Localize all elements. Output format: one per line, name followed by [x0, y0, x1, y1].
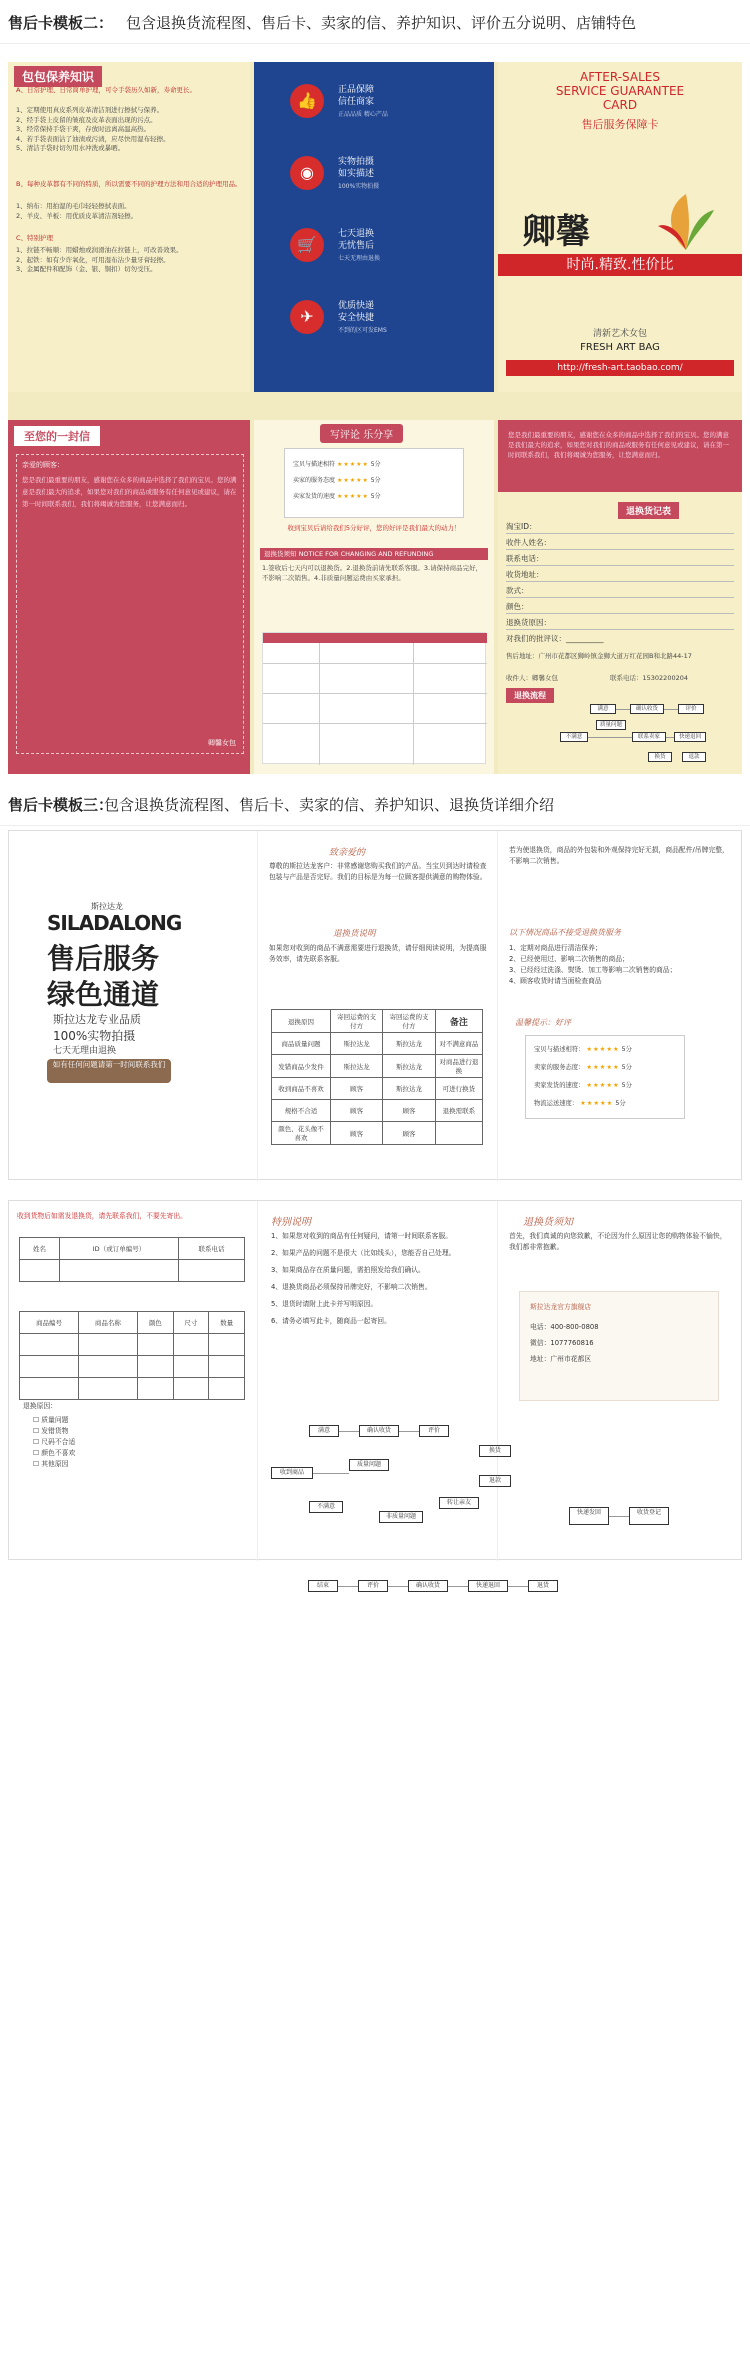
table-header-cell: 尺寸: [173, 1312, 209, 1334]
table-cell: [178, 1260, 244, 1282]
table-divider: [263, 723, 487, 724]
letter-panel: [8, 420, 250, 774]
table-cell: [137, 1378, 173, 1400]
table-cell: [20, 1356, 79, 1378]
care-title: 包包保养知识: [14, 66, 102, 87]
flow-node: 转让亲友: [439, 1497, 479, 1509]
form-address: 售后地址：广州市花都区狮岭镇金狮大道万红花园B和北路44-17: [506, 652, 692, 660]
flow-arrow: [399, 1431, 419, 1432]
rating-row: 宝贝与描述相符： ★★★★★ 5分: [534, 1046, 632, 1053]
stars-icon: ★★★★★: [586, 1064, 620, 1071]
letter-body: 您是我们最重要的朋友，感谢您在众多的商品中选择了我们的宝贝。您的满意是我们最大的追求，如果您对我们的商品或服务有任何意见或建议，请在第一时间联系我们，我们将竭诚为您服务，让您满意而归。: [22, 476, 237, 508]
brand-en-title: [498, 70, 742, 112]
table-row[interactable]: [20, 1334, 245, 1356]
form-title: 退换货记表: [618, 502, 679, 519]
rating-box: [525, 1035, 685, 1119]
right-item: 2、已经使用过、影响二次销售的商品；: [509, 955, 629, 963]
exch-title: 退换货须知: [523, 1217, 573, 1228]
review-panel: [254, 420, 494, 774]
good-title: 以下情况商品不接受退换货服务: [509, 928, 621, 937]
table-header-cell: 寄回运费的支付方: [383, 1010, 435, 1033]
siladalong-block: [47, 901, 182, 1101]
form-field-style[interactable]: 款式：: [506, 584, 734, 598]
stars-icon: ★★★★★: [586, 1046, 620, 1053]
flow-node: 快递退回: [674, 732, 706, 742]
reason-option[interactable]: ☐ 质量问题: [33, 1416, 69, 1424]
flow-node: 评价: [419, 1425, 449, 1437]
flow-node: 结束: [308, 1580, 338, 1592]
table-cell: [209, 1334, 245, 1356]
service3-title: 七天退换: [338, 229, 375, 239]
right-item: 1、定期对商品进行清洁保养；: [509, 944, 602, 952]
template3-top: [8, 830, 742, 1180]
letter-greeting: 亲爱的顾客：: [22, 461, 64, 469]
exch-body: 首先，我们真诚的向您致歉，不论因为什么原因让您的购物体验不愉快，我们都非常抱歉。: [509, 1232, 727, 1251]
note-item: 4、退换货商品必须保持吊牌完好，不影响二次销售。: [271, 1283, 432, 1291]
reason-option[interactable]: ☐ 颜色不喜欢: [33, 1449, 76, 1457]
service2-sub: 如实描述: [338, 169, 375, 179]
camera-icon: ◉: [290, 156, 324, 190]
table-cell: [78, 1356, 137, 1378]
table-cell: 发错商品少发件: [272, 1055, 331, 1078]
flow-arrow: [664, 709, 678, 710]
reason-option[interactable]: ☐ 其他原因: [33, 1460, 69, 1468]
service4-title: 优质快递: [338, 301, 375, 311]
table-header-cell: 数量: [209, 1312, 245, 1334]
tmpl3-main1: 售后服务: [47, 942, 160, 975]
service2-desc: 100%实物拍摄: [338, 183, 380, 190]
form-field-feedback[interactable]: 对我们的批评议：__________: [506, 634, 604, 643]
review-note: 收到宝贝后请给我们5分好评，您的好评是我们最大的动力！: [287, 524, 461, 532]
contact-card: [519, 1291, 719, 1401]
table-cell: 颜色、花头像不喜欢: [272, 1122, 331, 1145]
table-header-cell: 颜色: [137, 1312, 173, 1334]
leaf-logo-icon: [656, 192, 716, 252]
right-intro: 若为使退换货，商品的外包装和外观保持完好无损，商品配件/吊牌完整，不影响二次销售。: [509, 846, 729, 865]
tmpl3-sub1: 斯拉达龙专业品质: [53, 1013, 141, 1026]
panel-divider: [497, 831, 498, 1181]
flow-node: 退款: [682, 752, 706, 762]
review-ship-row: 卖家发货的速度 ★★★★★ 5分: [293, 493, 381, 500]
customer-info-table: [19, 1237, 245, 1282]
brand-en3: CARD: [602, 98, 638, 112]
table-divider: [413, 643, 414, 765]
form-field-address[interactable]: 收货地址：: [506, 568, 734, 582]
service1-desc: 正品品质 精心产品: [338, 111, 388, 118]
flow-node: 满意: [309, 1425, 339, 1437]
card-template2: [8, 62, 742, 774]
table-header-row: [20, 1312, 245, 1334]
table-row: [272, 1055, 483, 1078]
form-phone: 联系电话：15302200204: [610, 674, 688, 682]
care-c-list: [16, 246, 244, 275]
table-cell: [78, 1334, 137, 1356]
notice-body: 1.签收后七天内可以退换货。2.退换货前请先联系客服。3.请保持商品完好，不影响二次销售。4.非质量问题运费由买家承担。: [262, 564, 483, 582]
template3-desc: 包含退换货流程图、售后卡、卖家的信、养护知识、退换货详细介绍: [104, 796, 555, 814]
table-cell: 可进行换货: [435, 1078, 482, 1100]
table-row[interactable]: [20, 1356, 245, 1378]
table-cell: 斯拉达龙: [383, 1078, 435, 1100]
table-divider: [319, 643, 320, 765]
flow-node: 不满意: [309, 1501, 343, 1513]
table-row[interactable]: [20, 1260, 245, 1282]
review-service-row: 卖家的服务态度 ★★★★★ 5分: [293, 477, 381, 484]
reason-option[interactable]: ☐ 尺码不合适: [33, 1438, 76, 1446]
flow-node: 评价: [678, 704, 704, 714]
policy-title: 退换货说明: [333, 929, 376, 939]
rating-row: 物流运送速度： ★★★★★ 5分: [534, 1100, 626, 1107]
bottom-flow-row: [8, 1570, 742, 1650]
table-row[interactable]: [20, 1378, 245, 1400]
table-cell: 商品质量问题: [272, 1033, 331, 1055]
table-row: [20, 1238, 245, 1260]
note-item: 1、如果您对收到的商品有任何疑问，请第一时间联系客服。: [271, 1232, 453, 1240]
table-cell: [209, 1378, 245, 1400]
service4-sub: 安全快捷: [338, 313, 375, 323]
brand-tag: 清新艺术女包: [592, 329, 647, 339]
cart-icon: 🛒: [290, 228, 324, 262]
care-a-list: [16, 106, 244, 154]
template3-bottom: [8, 1200, 742, 1560]
flow-node: 质量问题: [596, 720, 626, 730]
stars-icon: ★★★★★: [336, 461, 369, 468]
table-cell: 顾客: [330, 1122, 382, 1145]
policy-body: 如果您对收到的商品不满意需要进行退换货，请仔细阅读说明，为提高服务效率，请先联系客服。: [269, 944, 487, 963]
care-a-item: 1、定期使用真皮系列皮革清洁剂进行擦拭与保养。: [16, 106, 164, 114]
brand-slogan: 时尚.精致.性价比: [498, 254, 742, 276]
tmpl3-sub2: 100%实物拍摄: [53, 1029, 136, 1043]
template2-desc: 包含退换货流程图、售后卡、卖家的信、养护知识、评价五分说明、店铺特色: [126, 14, 637, 32]
table-header-row: [272, 1010, 483, 1033]
table-cell: 斯拉达龙: [383, 1033, 435, 1055]
table-cell: [209, 1356, 245, 1378]
form-recipient: 收件人：卿馨女包: [506, 674, 558, 682]
siladalong-logo: SILADALONG: [47, 911, 182, 935]
stars-icon: ★★★★★: [580, 1100, 614, 1107]
table-cell: [78, 1378, 137, 1400]
table-header-cell: 备注: [435, 1010, 482, 1033]
table-row: [272, 1033, 483, 1055]
table-cell: [60, 1260, 179, 1282]
table-cell: [173, 1378, 209, 1400]
flow-node: 质量问题: [349, 1459, 389, 1471]
table-row: [272, 1078, 483, 1100]
thumbs-up-icon: 👍: [290, 84, 324, 118]
form-panel: [498, 420, 742, 774]
brand-panel: [498, 62, 742, 392]
brand-cn-small: 斯拉达龙: [91, 902, 123, 911]
service1-sub: 信任商家: [338, 97, 375, 107]
airplane-icon: ✈: [290, 300, 324, 334]
brand-cn-title: 售后服务保障卡: [581, 118, 659, 131]
reason-list: [33, 1415, 75, 1470]
table-cell: 联系电话: [178, 1238, 244, 1260]
table-cell: [137, 1356, 173, 1378]
brand-en1: AFTER-SALES: [580, 70, 660, 84]
flow-node: 确认收货: [359, 1425, 399, 1437]
flow-node: 收到商品: [271, 1467, 313, 1479]
right-item: 4、顾客收货时请当面检查商品: [509, 977, 602, 985]
table-cell: [20, 1334, 79, 1356]
care-sec-a: A、日常护理、日常简单护理，可令手袋历久如新，寿命更长。: [16, 86, 196, 94]
stars-icon: ★★★★★: [336, 477, 369, 484]
table-divider: [263, 693, 487, 694]
table-header-cell: 商品名称: [78, 1312, 137, 1334]
template2-header: [0, 0, 750, 44]
table-cell: 对商品进行退换: [435, 1055, 482, 1078]
table-cell: [435, 1122, 482, 1145]
refund-table-header: [263, 633, 487, 643]
flow-node: 退款: [479, 1475, 511, 1487]
table-cell: 顾客: [330, 1078, 382, 1100]
form-field-color[interactable]: 颜色：: [506, 600, 734, 614]
note-item: 3、如果商品存在质量问题，需拍照发给我们确认。: [271, 1266, 425, 1274]
table-cell: 斯拉达龙: [330, 1055, 382, 1078]
table-cell: [137, 1334, 173, 1356]
table-cell: 对不满意商品: [435, 1033, 482, 1055]
letter-sign: 卿馨女包: [208, 739, 236, 747]
table-cell: 顾客: [383, 1100, 435, 1122]
service3-desc: 七天无理由退换: [338, 255, 381, 262]
flow-arrow: [388, 1586, 408, 1587]
services-panel: [254, 62, 494, 392]
review-title: 写评论 乐分享: [320, 424, 403, 443]
service4-desc: 不到的区可发EMS: [338, 327, 387, 334]
flow-arrow: [609, 1516, 629, 1517]
service2-title: 实物拍摄: [338, 157, 375, 167]
card-template3: [8, 830, 742, 2350]
note-item: 2、如果产品的问题不是很大（比如线头），您能否自己处理。: [271, 1249, 456, 1257]
flow-arrow: [508, 1586, 528, 1587]
refund-table-image: [262, 632, 486, 764]
table-cell: 顾客: [383, 1122, 435, 1145]
care-c-item: 1、拉链不畅顺：用蜡烛或润滑油在拉链上，可改善效果。: [16, 246, 183, 254]
flow-node: 非质量问题: [379, 1511, 423, 1523]
table-cell: [20, 1260, 60, 1282]
contact-line: 斯拉达龙官方旗舰店: [530, 1303, 592, 1311]
review-title-3: 温馨提示：好评: [515, 1018, 571, 1027]
table-cell: 斯拉达龙: [330, 1033, 382, 1055]
note-title: 特别说明: [271, 1217, 311, 1228]
service3-sub: 无忧售后: [338, 241, 375, 251]
form-field-reason[interactable]: 退换货原因：: [506, 616, 734, 630]
stars-icon: ★★★★★: [336, 493, 369, 500]
rating-row: 卖家发货的速度： ★★★★★ 5分: [534, 1082, 632, 1089]
stars-icon: ★★★★★: [586, 1082, 620, 1089]
contact-line: 微信：1077760816: [530, 1339, 594, 1347]
care-panel: [8, 62, 250, 392]
reason-option[interactable]: ☐ 发错货物: [33, 1427, 69, 1435]
review-screenshot: [284, 448, 464, 518]
table-cell: 退换需联系: [435, 1100, 482, 1122]
care-a-item: 3、经常保持手袋干爽，存放时远离高温高热。: [16, 125, 151, 133]
letter-title: 至您的一封信: [14, 426, 100, 446]
service1-title: 正品保障: [338, 85, 375, 95]
contact-line: 地址：广州市花都区: [530, 1355, 592, 1363]
form-intro: 您是我们最重要的朋友，感谢您在众多的商品中选择了我们的宝贝。您的满意是我们最大的追求，如果您对我们的商品或服务有任何意见或建议，请在第一时间联系我们，我们将竭诚为您服务，让您满意而归。: [508, 431, 729, 459]
review-desc-row: 宝贝与描述相符 ★★★★★ 5分: [293, 461, 381, 468]
contact-line: 电话：400-800-0808: [530, 1323, 599, 1331]
flow-node: 换货: [648, 752, 672, 762]
care-a-item: 4、若手袋表面沾了油渍或污渍，应尽快用湿布轻擦。: [16, 134, 170, 143]
care-sec-b: B、每种皮革都有不同的特质，所以需要不同的护理方法和用合适的护理用品。: [16, 180, 242, 188]
reason-title: 退换原因：: [23, 1402, 57, 1410]
brand-name: 卿馨: [522, 212, 590, 252]
flow-arrow: [588, 737, 632, 738]
care-a-item: 5、清洁手袋时切勿用水冲洗或暴晒。: [16, 144, 125, 152]
table-cell: 姓名: [20, 1238, 60, 1260]
refund-policy-table: [271, 1009, 483, 1145]
care-b-item: 2、羊皮、羊板：用优质皮革清洁剂轻擦。: [16, 211, 138, 220]
flow-node: 满意: [590, 704, 616, 714]
flow-arrow: [616, 709, 630, 710]
right-item: 3、已经经过洗涤、熨烫、加工等影响二次销售的商品；: [509, 966, 677, 974]
table-cell: ID（或订单编号）: [60, 1238, 179, 1260]
care-c-item: 3、金属配件和配饰（金、银、铜扣）切勿受压。: [16, 265, 157, 273]
table-cell: 收到商品不喜欢: [272, 1078, 331, 1100]
flow-arrow: [313, 1473, 349, 1474]
form-intro-3: 收到货物后如需发退换货，请先联系我们，不要先寄出。: [17, 1212, 187, 1220]
panel-divider: [497, 1201, 498, 1561]
template3-label: 售后卡模板三：: [8, 796, 114, 814]
rating-row: 卖家的服务态度： ★★★★★ 5分: [534, 1064, 632, 1071]
flow-arrow: [339, 1431, 359, 1432]
flow-node: 快递退回: [468, 1580, 508, 1592]
table-cell: 规格不合适: [272, 1100, 331, 1122]
template2-label: 售后卡模板二：: [8, 14, 114, 32]
tmpl3-note: 如有任何问题请第一时间联系我们: [47, 1059, 171, 1083]
items-table: [19, 1311, 245, 1400]
flow-node: 收货登记: [629, 1507, 669, 1525]
flow-node: 评价: [358, 1580, 388, 1592]
flow-node: 不满意: [560, 732, 588, 742]
brand-en2: SERVICE GUARANTEE: [555, 84, 685, 98]
to-title: 致亲爱的: [329, 848, 366, 858]
flow-node: 确认收货: [630, 704, 664, 714]
note-item: 5、退货时请附上此卡并写明原因。: [271, 1300, 378, 1308]
care-b-item: 1、纳布：用拍湿的毛巾轻轻擦拭表面。: [16, 202, 131, 210]
flow-title: 退换流程: [506, 688, 554, 703]
panel-divider: [257, 1201, 258, 1561]
table-cell: 斯拉达龙: [383, 1055, 435, 1078]
right-list: [509, 943, 731, 987]
table-header-cell: 商品编号: [20, 1312, 79, 1334]
to-body: 尊敬的斯拉达龙客户：非常感谢您购买我们的产品。当宝贝到达时请检查包装与产品是否完好。我们的目标是为每一位顾客提供满意的购物体验。: [269, 862, 487, 881]
shop-url-link[interactable]: http://fresh-art.taobao.com/: [506, 360, 734, 376]
note-item: 6、请务必填写此卡，随商品一起寄回。: [271, 1317, 391, 1325]
tmpl3-sub3: 七天无理由退换: [53, 1046, 117, 1056]
flow-node: 退货: [528, 1580, 558, 1592]
table-divider: [263, 663, 487, 664]
table-row: [272, 1100, 483, 1122]
flow-node: 确认收货: [408, 1580, 448, 1592]
table-row: [272, 1122, 483, 1145]
form-field-phone[interactable]: 联系电话：: [506, 552, 734, 566]
tmpl3-main2: 绿色通道: [47, 978, 160, 1011]
template3-header: [0, 782, 750, 826]
care-c-item: 2、起铁：如有少许氧化，可用湿布沾少量牙膏轻擦。: [16, 255, 170, 264]
form-field-taobao-id[interactable]: 淘宝ID：: [506, 520, 734, 534]
flow-arrow: [338, 1586, 358, 1587]
flow-node: 换货: [479, 1445, 511, 1457]
panel-divider: [257, 831, 258, 1181]
notice-title: 退换货须知 NOTICE FOR CHANGING AND REFUNDING: [260, 548, 488, 560]
table-cell: 顾客: [330, 1100, 382, 1122]
flow-node: 快递发回: [569, 1507, 609, 1525]
brand-en-name: FRESH ART BAG: [580, 342, 660, 353]
table-header-cell: 退换原因: [272, 1010, 331, 1033]
notes-list: [271, 1231, 489, 1333]
table-cell: [20, 1378, 79, 1400]
table-cell: [173, 1334, 209, 1356]
table-header-cell: 寄回运费的支付方: [330, 1010, 382, 1033]
care-a-item: 2、经手袋上皮留的皱痕及皮革表面出现的污点。: [16, 115, 157, 124]
care-sec-c: C、特别护理: [16, 234, 54, 242]
flow-arrow: [448, 1586, 468, 1587]
form-field-name[interactable]: 收件人姓名：: [506, 536, 734, 550]
care-b-list: [16, 202, 244, 221]
flow-node: 联系卖家: [632, 732, 666, 742]
table-cell: [173, 1356, 209, 1378]
flow-arrow: [666, 737, 674, 738]
